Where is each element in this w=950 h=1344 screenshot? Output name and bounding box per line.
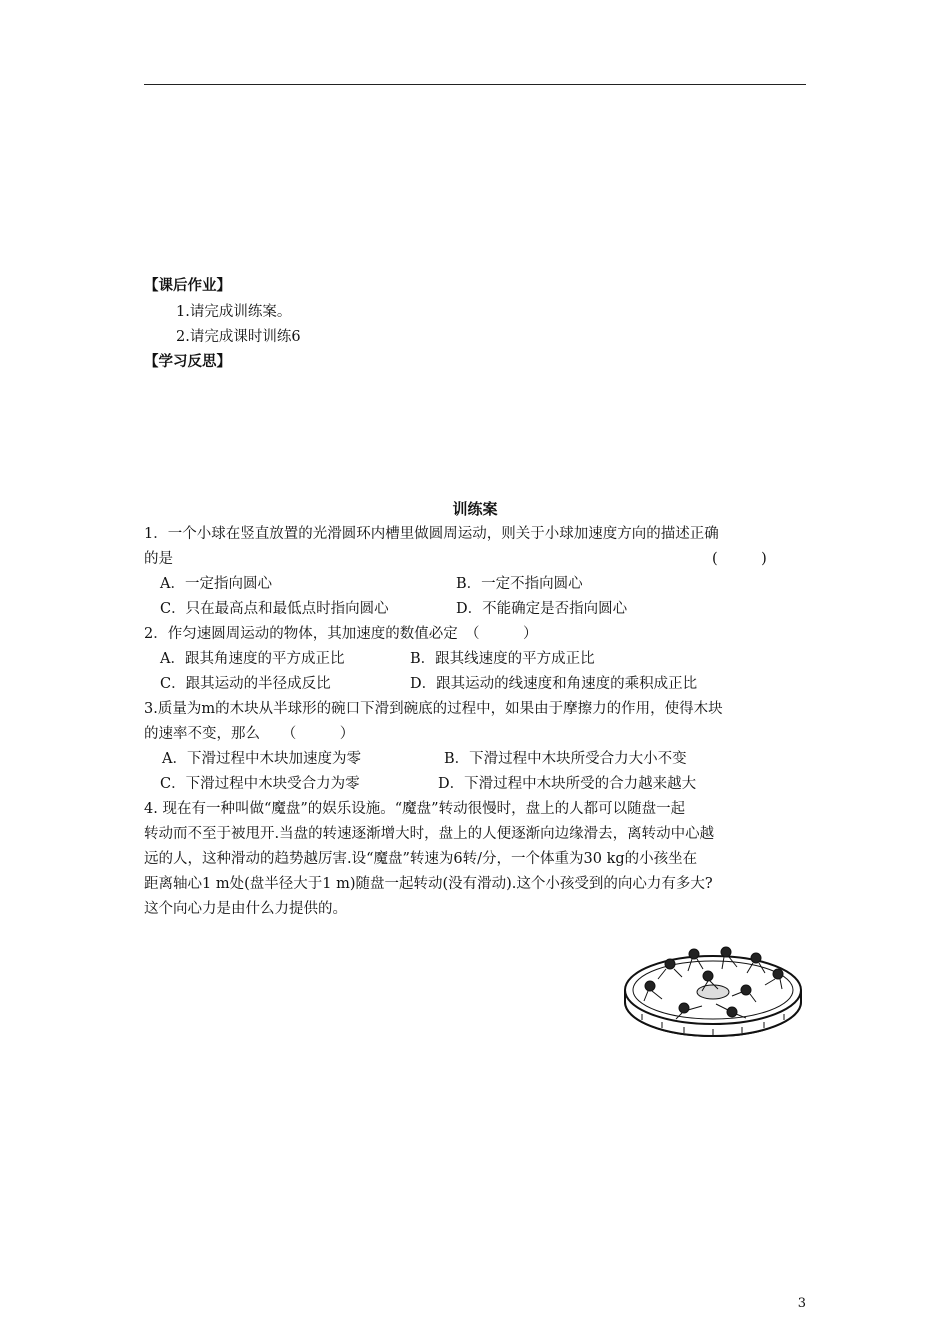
q1-option-a: A．一定指向圆心 [160, 576, 272, 592]
training-title: 训练案 [452, 500, 498, 518]
q3-option-a: A．下滑过程中木块加速度为零 [162, 751, 361, 767]
q1-option-d: D．不能确定是否指向圆心 [456, 601, 628, 617]
homework-item-2: 2.请完成课时训练6 [176, 329, 301, 345]
homework-heading: 【课后作业】 [144, 278, 231, 294]
q1-option-c: C．只在最高点和最低点时指向圆心 [160, 601, 389, 617]
q1-answer-paren: ( ) [712, 551, 767, 567]
q4-line-1: 4. 现在有一种叫做“魔盘”的娱乐设施。“魔盘”转动很慢时，盘上的人都可以随盘一起 [144, 801, 686, 817]
magic-disc-illustration [622, 930, 804, 1046]
q2-option-b: B．跟其线速度的平方成正比 [410, 651, 595, 667]
header-rule [144, 84, 806, 85]
reflection-heading: 【学习反思】 [144, 354, 231, 370]
q2-option-a: A．跟其角速度的平方成正比 [160, 651, 345, 667]
homework-item-1: 1.请完成训练案。 [176, 304, 292, 320]
q1-line-2: 的是 [144, 551, 173, 567]
q1-line-1: 1．一个小球在竖直放置的光滑圆环内槽里做圆周运动，则关于小球加速度方向的描述正确 [144, 526, 719, 542]
q2-option-d: D．跟其运动的线速度和角速度的乘积成正比 [410, 676, 698, 692]
q4-line-3: 远的人，这种滑动的趋势越厉害.设“魔盘”转速为6转/分，一个体重为30 kg的小孩坐在 [144, 851, 698, 867]
q3-line-1: 3.质量为m的木块从半球形的碗口下滑到碗底的过程中，如果由于摩擦力的作用，使得木块 [144, 701, 723, 717]
q3-option-c: C．下滑过程中木块受合力为零 [160, 776, 360, 792]
page-number: 3 [797, 1296, 806, 1311]
q3-option-d: D．下滑过程中木块所受的合力越来越大 [438, 776, 697, 792]
q1-option-b: B．一定不指向圆心 [456, 576, 583, 592]
q3-option-b: B．下滑过程中木块所受合力大小不变 [444, 751, 687, 767]
q2-option-c: C．跟其运动的半径成反比 [160, 676, 331, 692]
q4-line-4: 距离轴心1 m处(盘半径大于1 m)随盘一起转动(没有滑动).这个小孩受到的向心力有多大? [144, 876, 713, 892]
q4-line-2: 转动而不至于被甩开.当盘的转速逐渐增大时，盘上的人便逐渐向边缘滑去，离转动中心越 [144, 826, 715, 842]
q2-line-1: 2．作匀速圆周运动的物体，其加速度的数值必定 （ ） [144, 626, 538, 642]
q3-line-2: 的速率不变，那么 （ ） [144, 726, 355, 742]
q4-line-5: 这个向心力是由什么力提供的。 [144, 901, 347, 917]
